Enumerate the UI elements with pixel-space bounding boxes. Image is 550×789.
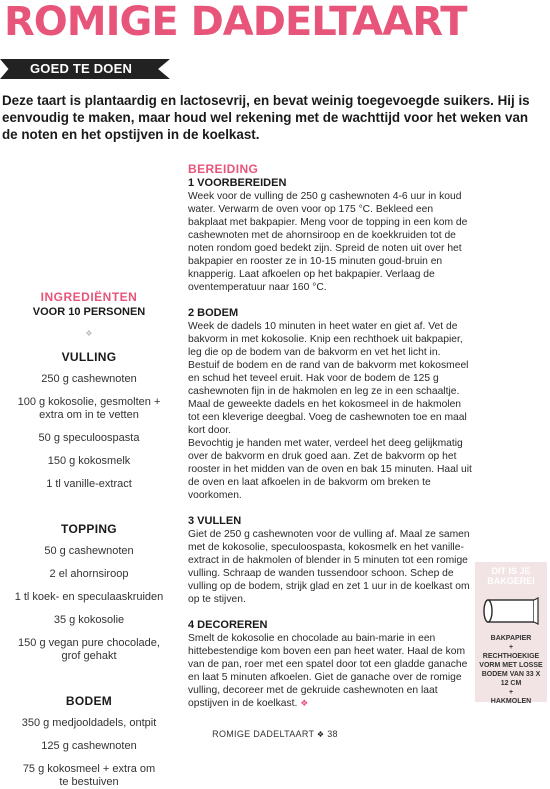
footer-separator-icon: ❖: [316, 730, 325, 739]
ingredient-item: 1 tl koek- en speculaaskruiden: [14, 591, 164, 603]
ingredients-column: [0, 290, 178, 789]
ingredient-item: 350 g medjooldadels, ontpit: [21, 717, 157, 729]
page-number: 38: [327, 729, 338, 739]
equipment-title: DIT IS JE BAKGEREI: [487, 566, 535, 586]
section-title-bodem: BODEM: [65, 694, 113, 708]
ingredients-heading: INGREDIËNTEN: [40, 290, 138, 304]
equipment-plus: +: [508, 644, 514, 651]
step-title: 2 BODEM: [188, 307, 239, 319]
baking-paper-icon: [482, 594, 540, 628]
end-mark-icon: ❖: [300, 698, 309, 708]
ingredient-item: 1 tl vanille-extract: [46, 478, 132, 490]
step-title: 4 DECOREREN: [188, 619, 268, 631]
section-title-topping: TOPPING: [61, 522, 117, 536]
ingredient-item: 50 g cashewnoten: [44, 545, 134, 557]
step-title: 1 VOORBEREIDEN: [188, 177, 287, 189]
equipment-item: RECHTHOEKIGE VORM MET LOSSE BODEM VAN 33 X 12 CM: [479, 653, 543, 687]
step-text: Week voor de vulling de 250 g cashewnoten 4-6 uur in koud water. Verwarm de oven voor op 175 °C. Bekleed een bakplaat met bakpapier. Meng voor de topping in een kom de cashewnoten met de ahornsiroop en de koekkruiden tot de noten rondom goed bedekt zijn. Spreid de noten uit over het bakpapier en rooster ze in 10-15 minuten goud-bruin en knapperig. Laat afkoelen op het bakpapier. Verlaag de oventemperatuur naar 160 °C.: [188, 191, 468, 293]
servings: VOOR 10 PERSONEN: [32, 306, 146, 318]
step-text-wrap: [188, 632, 473, 710]
footer-title: ROMIGE DADELTAART: [212, 729, 315, 739]
intro-text: Deze taart is plantaardig en lactosevrij, en bevat weinig toegevoegde suikers. Hij is eenvoudig te maken, maar houd wel rekening met de wachttijd voor het weken van de noten en het opstijven in de koelkast.: [2, 93, 530, 142]
step-text-continued: Bevochtig je handen met water, verdeel het deeg gelijkmatig over de bakvorm en druk goed aan. Zet de bakvorm op het rooster in het midden van de oven en bak 15 minuten. Haal uit de oven en laat afkoelen in de bakvorm om breken te voorkomen.: [188, 438, 472, 501]
equipment-list: [477, 634, 545, 706]
section-title-vulling: VULLING: [61, 350, 117, 364]
ingredient-item: 100 g kokosolie, gesmolten + extra om in te vetten: [17, 396, 161, 421]
ingredient-item: 125 g cashewnoten: [41, 740, 137, 752]
equipment-item: BAKPAPIER: [490, 635, 532, 642]
ingredient-item: 2 el ahornsiroop: [49, 568, 129, 580]
equipment-plus: +: [508, 689, 514, 696]
ingredient-item: 150 g vegan pure chocolade, grof gehakt: [18, 637, 160, 662]
difficulty-badge: [0, 57, 178, 81]
step-title: 3 VULLEN: [188, 515, 242, 527]
equipment-item: HAKMOLEN: [490, 698, 532, 705]
ingredient-item: 250 g cashewnoten: [41, 373, 137, 385]
step-text: Smelt de kokosolie en chocolade au bain-marie in een hittebestendige kom boven een pan heet water. Haal de kom van de pan, roer met een spatel door tot een gladde ganache en laat 5 minuten afkoelen. Giet de ganache over de romige vulling, decoreer met de gekruide cashewnoten en laat opstijven in de koelkast.: [188, 633, 468, 709]
recipe-title: ROMIGE DADELTAART: [4, 0, 467, 45]
ingredient-item: 150 g kokosmelk: [47, 455, 131, 467]
ingredient-item: 75 g kokosmeel + extra om te bestuiven: [22, 763, 156, 788]
badge-label: GOED TE DOEN: [30, 61, 133, 76]
step-text: Week de dadels 10 minuten in heet water en giet af. Vet de bakvorm in met kokosolie. Knip een rechthoek uit bakpapier, leg die op de bodem van de bakvorm en vet het licht in. Bestuif de bodem en de rand van de bakvorm met kokosmeel en schud het teveel eruit. Hak voor de bodem de 125 g cashewnoten fijn in de hakmolen en leg ze in een schaaltje. Maal de geweekte dadels en het kokosmeel in de hakmolen tot een kleverige deegbal. Voeg de cashewnoten toe en maal kort door.: [188, 321, 469, 436]
preparation-column: [188, 162, 473, 710]
equipment-box: [475, 562, 547, 705]
ingredient-item: 50 g speculoospasta: [38, 432, 140, 444]
divider-icon: ❖: [85, 329, 93, 338]
page-footer: [0, 728, 550, 741]
ingredient-item: 35 g kokosolie: [53, 614, 125, 626]
step-text: Giet de 250 g cashewnoten voor de vulling af. Maal ze samen met de kokosolie, speculoospasta, kokosmelk en het vanille-extract in de hakmolen of blender in 5 minuten tot een romige vulling. Schraap de wanden tussendoor schoon. Schep de vulling op de bodem, strijk glad en zet 1 uur in de koelkast om op te stijven.: [188, 529, 470, 605]
preparation-heading: BEREIDING: [188, 162, 259, 176]
